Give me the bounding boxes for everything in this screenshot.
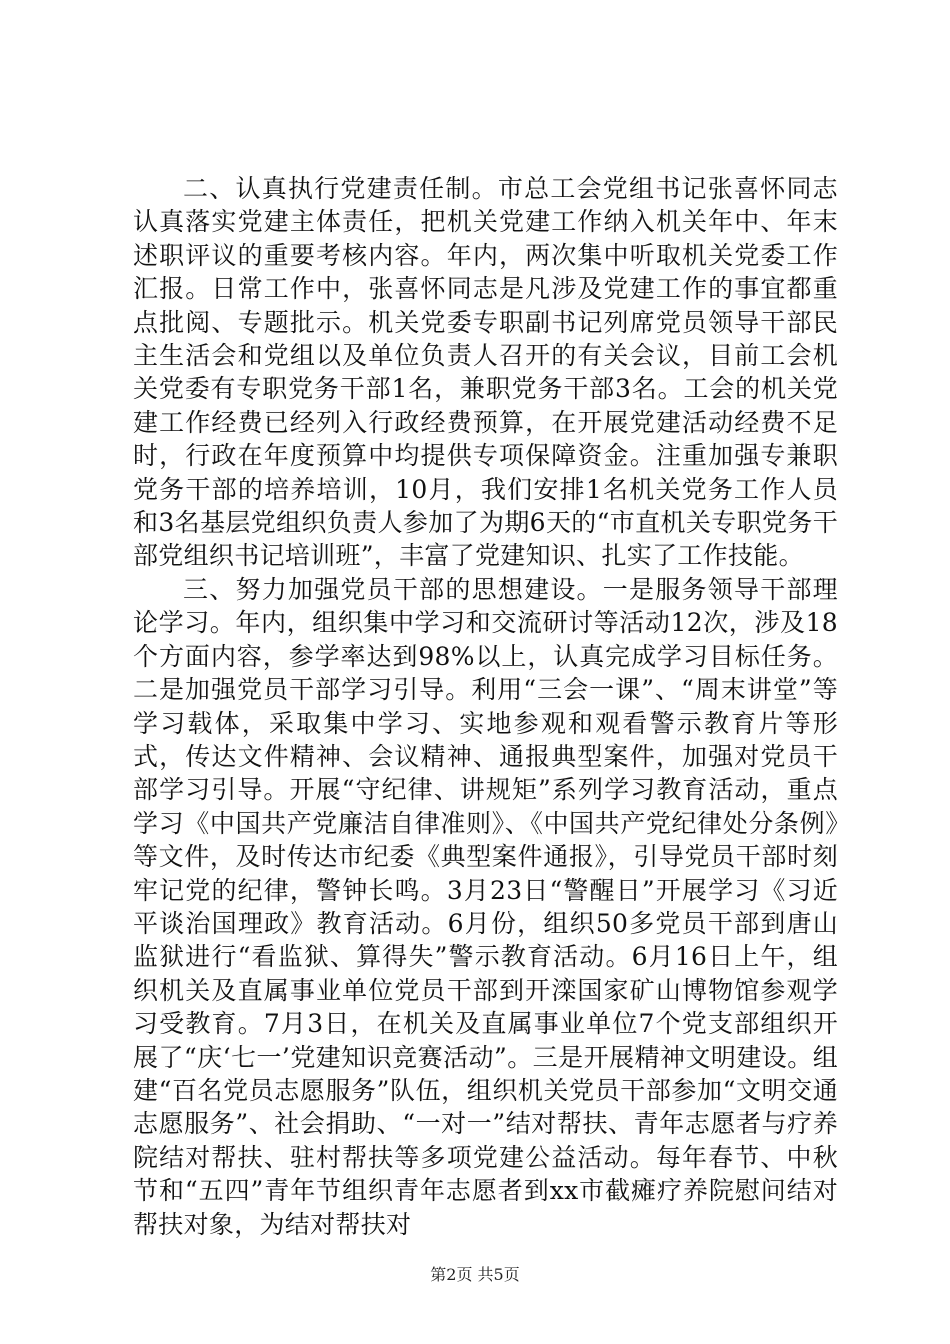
paragraph-ideological-building: 三、努力加强党员干部的思想建设。一是服务领导干部理论学习。年内，组织集中学习和交流研讨等活动12次，涉及18个方面内容，参学率达到98%以上，认真完成学习目标任务。二是加强党员干部学习引导。利用“三会一课”、“周末讲堂”等学习载体，采取集中学习、实地参观和观看警示教育片等形式，传达文件精神、会议精神、通报典型案件，加强对党员干部学习引导。开展“守纪律、讲规矩”系列学习教育活动，重点学习《中国共产党廉洁自律准则》、《中国共产党纪律处分条例》等文件，及时传达市纪委《典型案件通报》，引导党员干部时刻牢记党的纪律，警钟长鸣。3月23日“警醒日”开展学习《习近平谈治国理政》教育活动。6月份，组织50多党员干部到唐山监狱进行“看监狱、算得失”警示教育活动。6月16日上午，组织机关及直属事业单位党员干部到开滦国家矿山博物馆参观学习受教育。7月3日，在机关及直属事业单位7个党支部组织开展了“庆‘七一’党建知识竞赛活动”。三是开展精神文明建设。组建“百名党员志愿服务”队伍，组织机关党员干部参加“文明交通志愿服务”、社会捐助、“一对一”结对帮扶、青年志愿者与疗养院结对帮扶、驻村帮扶等多项党建公益活动。每年春节、中秋节和“五四”青年节组织青年志愿者到xx市截瘫疗养院慰问结对帮扶对象，为结对帮扶对 (133, 574, 838, 1239)
paragraph-party-responsibility: 二、认真执行党建责任制。市总工会党组书记张喜怀同志认真落实党建主体责任，把机关党建工作纳入机关年中、年末述职评议的重要考核内容。年内，两次集中听取机关党委工作汇报。日常工作中，张喜怀同志是凡涉及党建工作的事宜都重点批阅、专题批示。机关党委专职副书记列席党员领导干部民主生活会和党组以及单位负责人召开的有关会议，目前工会机关党委有专职党务干部1名，兼职党务干部3名。工会的机关党建工作经费已经列入行政经费预算，在开展党建活动经费不足时，行政在年度预算中均提供专项保障资金。注重加强专兼职党务干部的培养培训，10月，我们安排1名机关党务工作人员和3名基层党组织负责人参加了为期6天的“市直机关专职党务干部党组织书记培训班”，丰富了党建知识、扎实了工作技能。 (133, 174, 838, 571)
page-number: 第2页 共5页 (430, 1265, 520, 1284)
document-body (133, 172, 838, 1241)
